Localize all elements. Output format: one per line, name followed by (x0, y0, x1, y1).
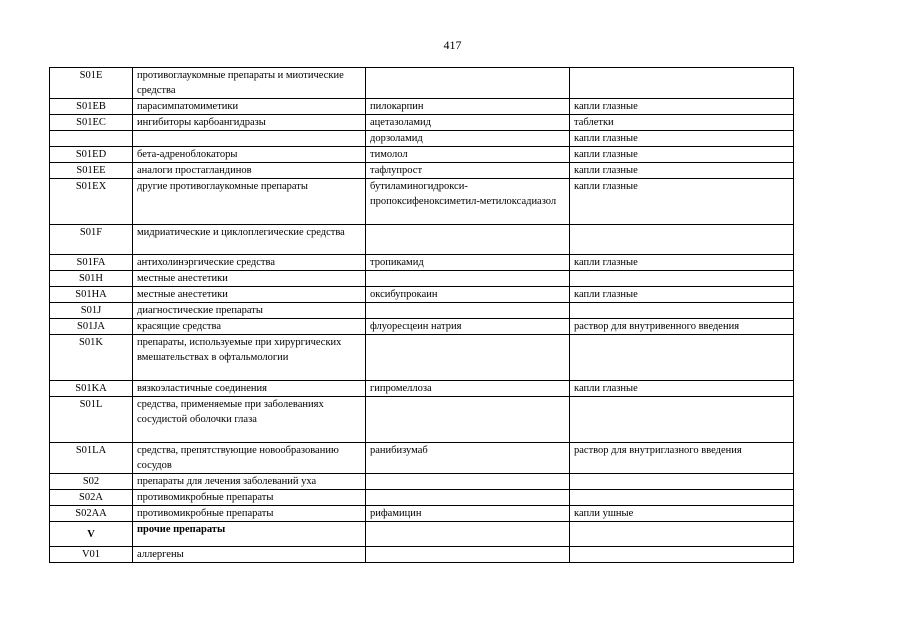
group-name-cell: парасимпатомиметики (133, 99, 366, 115)
group-name-cell: вязкоэластичные соединения (133, 381, 366, 397)
drug-name-cell (366, 68, 570, 99)
group-name-cell: препараты, используемые при хирургических вмешательствах в офтальмологии (133, 335, 366, 381)
group-name-cell: красящие средства (133, 319, 366, 335)
drug-name-cell: оксибупрокаин (366, 287, 570, 303)
atc-code-cell: S01HA (50, 287, 133, 303)
drug-name-cell: тимолол (366, 147, 570, 163)
dosage-form-cell: раствор для внутривенного введения (570, 319, 794, 335)
medication-table (49, 67, 794, 563)
drug-name-cell: гипромеллоза (366, 381, 570, 397)
atc-code-cell: S01FA (50, 255, 133, 271)
table-row (50, 443, 794, 474)
group-name-cell: местные анестетики (133, 271, 366, 287)
table-row (50, 163, 794, 179)
drug-name-cell (366, 335, 570, 381)
group-name-cell (133, 131, 366, 147)
atc-code-cell: S01E (50, 68, 133, 99)
table-row (50, 319, 794, 335)
group-name-cell: другие противоглаукомные препараты (133, 179, 366, 225)
group-name-cell: местные анестетики (133, 287, 366, 303)
table-row (50, 303, 794, 319)
atc-code-cell (50, 131, 133, 147)
group-name-cell: ингибиторы карбоангидразы (133, 115, 366, 131)
dosage-form-cell (570, 522, 794, 547)
dosage-form-cell: капли глазные (570, 147, 794, 163)
drug-name-cell: рифамицин (366, 506, 570, 522)
group-name-cell: мидриатические и циклоплегические средства (133, 225, 366, 255)
dosage-form-cell (570, 303, 794, 319)
dosage-form-cell (570, 490, 794, 506)
drug-name-cell (366, 522, 570, 547)
dosage-form-cell (570, 474, 794, 490)
group-name-cell: диагностические препараты (133, 303, 366, 319)
dosage-form-cell: капли глазные (570, 287, 794, 303)
table-row (50, 397, 794, 443)
group-name-cell: аналоги простагландинов (133, 163, 366, 179)
atc-code-cell: S02 (50, 474, 133, 490)
atc-code-cell: S01KA (50, 381, 133, 397)
group-name-cell: средства, применяемые при заболеваниях сосудистой оболочки глаза (133, 397, 366, 443)
group-name-cell: противоглаукомные препараты и миотические средства (133, 68, 366, 99)
dosage-form-cell (570, 225, 794, 255)
atc-code-cell: S01L (50, 397, 133, 443)
table-row (50, 179, 794, 225)
drug-name-cell (366, 397, 570, 443)
drug-name-cell: тропикамид (366, 255, 570, 271)
dosage-form-cell: капли глазные (570, 163, 794, 179)
group-name-cell: бета-адреноблокаторы (133, 147, 366, 163)
dosage-form-cell: капли глазные (570, 131, 794, 147)
table-row (50, 99, 794, 115)
drug-name-cell: ранибизумаб (366, 443, 570, 474)
table-row (50, 131, 794, 147)
dosage-form-cell: капли глазные (570, 255, 794, 271)
atc-code-cell: S01EB (50, 99, 133, 115)
table-row (50, 335, 794, 381)
drug-name-cell (366, 303, 570, 319)
table-row (50, 506, 794, 522)
atc-code-cell: S01LA (50, 443, 133, 474)
table-row (50, 271, 794, 287)
dosage-form-cell: таблетки (570, 115, 794, 131)
drug-name-cell (366, 474, 570, 490)
page-number: 417 (443, 38, 462, 52)
dosage-form-cell (570, 335, 794, 381)
atc-code-cell: S01EC (50, 115, 133, 131)
table-row (50, 474, 794, 490)
dosage-form-cell: капли глазные (570, 99, 794, 115)
atc-code-cell: S01J (50, 303, 133, 319)
table-row (50, 490, 794, 506)
atc-code-cell: V01 (50, 547, 133, 563)
table-row (50, 287, 794, 303)
drug-name-cell: бутиламиногидрокси-пропоксифеноксиметил-метилоксадиазол (366, 179, 570, 225)
drug-name-cell (366, 547, 570, 563)
table-row (50, 68, 794, 99)
drug-name-cell: дорзоламид (366, 131, 570, 147)
table-row (50, 225, 794, 255)
table-row (50, 522, 794, 547)
table-row (50, 115, 794, 131)
drug-name-cell (366, 271, 570, 287)
group-name-cell: прочие препараты (133, 522, 366, 547)
dosage-form-cell: капли ушные (570, 506, 794, 522)
group-name-cell: препараты для лечения заболеваний уха (133, 474, 366, 490)
table-row (50, 147, 794, 163)
drug-name-cell: тафлупрост (366, 163, 570, 179)
dosage-form-cell: капли глазные (570, 179, 794, 225)
dosage-form-cell (570, 397, 794, 443)
dosage-form-cell: капли глазные (570, 381, 794, 397)
dosage-form-cell: раствор для внутриглазного введения (570, 443, 794, 474)
drug-name-cell (366, 490, 570, 506)
table-row (50, 381, 794, 397)
atc-code-cell: V (50, 522, 133, 547)
table-row (50, 547, 794, 563)
atc-code-cell: S01K (50, 335, 133, 381)
group-name-cell: средства, препятствующие новообразованию сосудов (133, 443, 366, 474)
atc-code-cell: S01JA (50, 319, 133, 335)
atc-code-cell: S01ED (50, 147, 133, 163)
atc-code-cell: S01H (50, 271, 133, 287)
group-name-cell: аллергены (133, 547, 366, 563)
drug-name-cell: пилокарпин (366, 99, 570, 115)
group-name-cell: противомикробные препараты (133, 490, 366, 506)
atc-code-cell: S01EE (50, 163, 133, 179)
table-row (50, 255, 794, 271)
atc-code-cell: S01EX (50, 179, 133, 225)
atc-code-cell: S01F (50, 225, 133, 255)
group-name-cell: противомикробные препараты (133, 506, 366, 522)
drug-name-cell (366, 225, 570, 255)
dosage-form-cell (570, 68, 794, 99)
group-name-cell: антихолинэргические средства (133, 255, 366, 271)
drug-name-cell: флуоресцеин натрия (366, 319, 570, 335)
dosage-form-cell (570, 547, 794, 563)
atc-code-cell: S02AA (50, 506, 133, 522)
drug-name-cell: ацетазоламид (366, 115, 570, 131)
atc-code-cell: S02A (50, 490, 133, 506)
dosage-form-cell (570, 271, 794, 287)
